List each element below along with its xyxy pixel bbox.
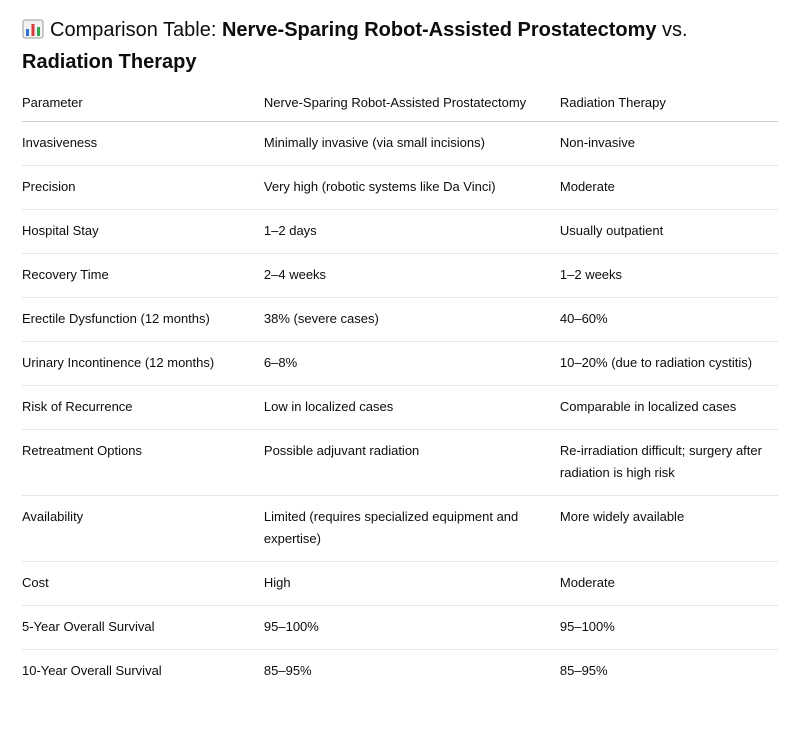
row-parameter: Erectile Dysfunction (12 months) — [22, 298, 264, 342]
table-row — [22, 650, 778, 694]
table-row — [22, 496, 778, 562]
row-radiation-value: 95–100% — [560, 606, 778, 650]
row-prostatectomy-value: 85–95% — [263, 663, 312, 678]
row-radiation-value: 1–2 weeks — [560, 254, 778, 298]
row-parameter: Risk of Recurrence — [22, 386, 264, 430]
row-prostatectomy-value: Very high (robotic systems like Da Vinci) — [264, 166, 560, 210]
title-prefix: Comparison Table: — [50, 19, 222, 41]
row-prostatectomy-value: 38% (severe cases) — [264, 298, 560, 342]
row-parameter: Retreatment Options — [22, 430, 264, 496]
row-prostatectomy-value: 2–4 weeks — [264, 254, 560, 298]
row-prostatectomy-value: High — [264, 562, 560, 606]
table-row — [22, 430, 778, 496]
row-radiation-value: 40–60% — [560, 298, 778, 342]
row-parameter: Cost — [22, 562, 264, 606]
table-row — [22, 298, 778, 342]
title-connector: vs. — [656, 19, 688, 41]
row-prostatectomy-value: Limited (requires specialized equipment and expertise) — [264, 496, 560, 562]
title-option-a: Nerve-Sparing Robot-Assisted Prostatectomy — [221, 19, 657, 41]
bar-chart-icon — [22, 19, 44, 39]
table-row — [22, 342, 778, 386]
row-parameter: Invasiveness — [22, 122, 264, 166]
row-parameter: Precision — [22, 166, 264, 210]
row-radiation-value: Comparable in localized cases — [560, 386, 778, 430]
row-prostatectomy-value: 1–2 days — [264, 210, 560, 254]
column-header-parameter: Parameter — [22, 92, 264, 122]
row-prostatectomy-value: Possible adjuvant radiation — [264, 430, 560, 496]
page-title — [22, 14, 782, 78]
table-row — [22, 562, 778, 606]
content — [22, 14, 782, 678]
title-option-b: Radiation Therapy — [22, 51, 197, 73]
table-row — [22, 210, 778, 254]
row-prostatectomy-value: Minimally invasive (via small incisions) — [264, 122, 560, 166]
row-radiation-value: More widely available — [560, 496, 778, 562]
table-row — [22, 606, 778, 650]
table-header-row — [22, 92, 778, 122]
row-radiation-value: Moderate — [560, 166, 778, 210]
row-radiation-value: Moderate — [560, 562, 778, 606]
row-prostatectomy-value: 95–100% — [264, 606, 560, 650]
row-radiation-value: Re-irradiation difficult; surgery after radiation is high risk — [560, 430, 778, 496]
comparison-table — [22, 92, 778, 693]
row-parameter: Hospital Stay — [22, 210, 264, 254]
row-radiation-value: Usually outpatient — [560, 210, 778, 254]
row-radiation-value: 85–95% — [559, 663, 608, 678]
row-parameter: Urinary Incontinence (12 months) — [22, 342, 264, 386]
row-parameter: 5-Year Overall Survival — [22, 606, 264, 650]
table-row — [22, 386, 778, 430]
row-parameter: Availability — [22, 496, 264, 562]
row-parameter: 10-Year Overall Survival — [22, 663, 162, 678]
table-row — [22, 166, 778, 210]
table-row — [22, 122, 778, 166]
row-radiation-value: Non-invasive — [560, 122, 778, 166]
row-prostatectomy-value: 6–8% — [264, 342, 560, 386]
table-row — [22, 254, 778, 298]
row-parameter: Recovery Time — [22, 254, 264, 298]
row-radiation-value: 10–20% (due to radiation cystitis) — [560, 342, 778, 386]
row-prostatectomy-value: Low in localized cases — [264, 386, 560, 430]
column-header-radiation: Radiation Therapy — [560, 92, 778, 122]
column-header-prostatectomy: Nerve-Sparing Robot-Assisted Prostatectomy — [264, 92, 560, 122]
